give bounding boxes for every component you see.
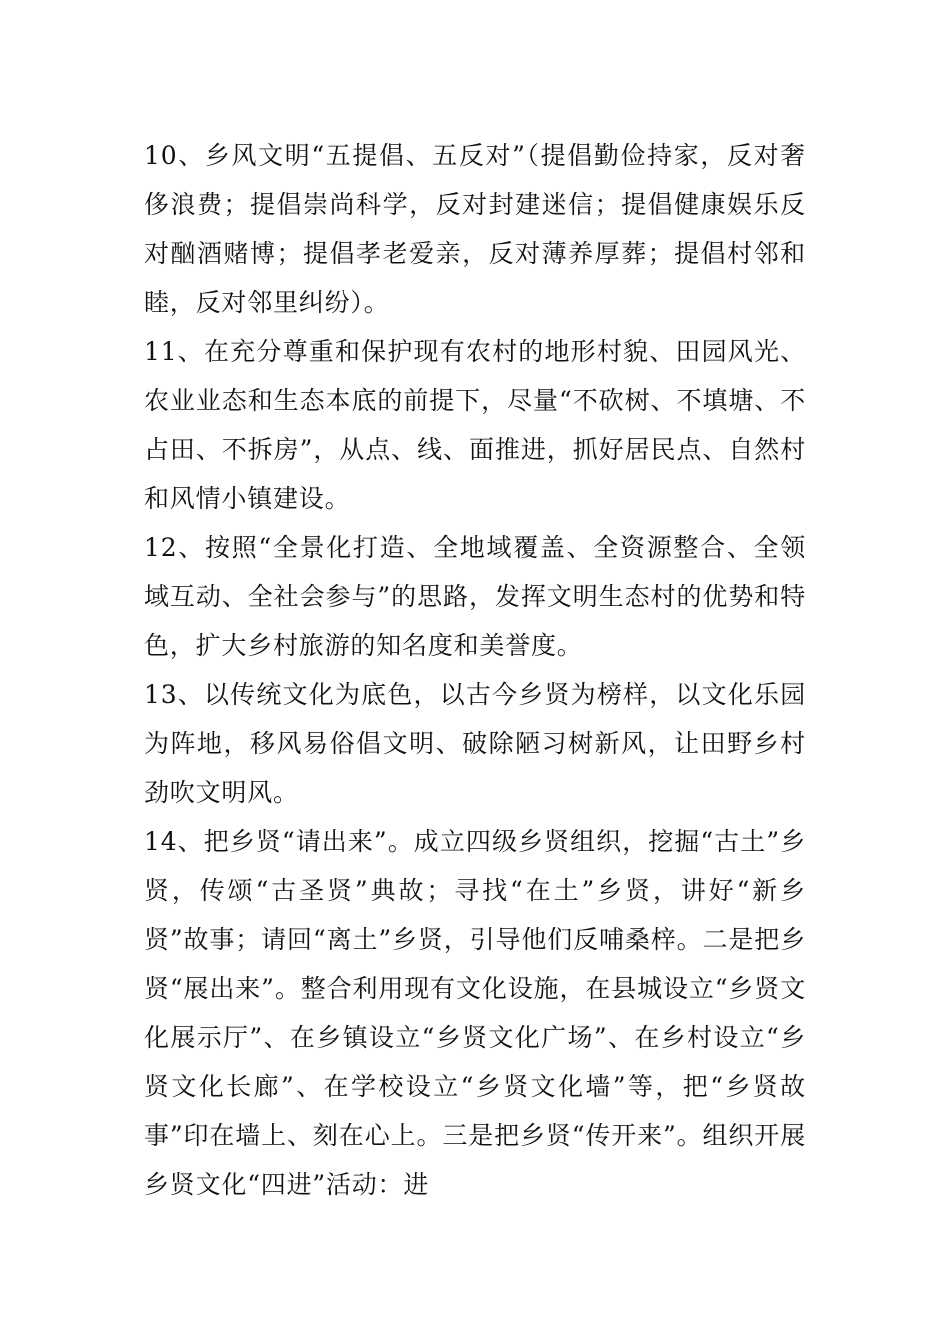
paragraph-12: 12、按照“全景化打造、全地域覆盖、全资源整合、全领域互动、全社会参与”的思路，发挥文明生态村的优势和特色，扩大乡村旅游的知名度和美誉度。	[144, 533, 806, 660]
paragraph-10: 10、乡风文明“五提倡、五反对”（提倡勤俭持家，反对奢侈浪费；提倡崇尚科学，反对封建迷信；提倡健康娱乐反对酗酒赌博；提倡孝老爱亲，反对薄养厚葬；提倡村邻和睦，反对邻里纠纷）。	[144, 141, 806, 317]
document-body	[144, 131, 806, 1209]
paragraph-13: 13、以传统文化为底色，以古今乡贤为榜样，以文化乐园为阵地，移风易俗倡文明、破除陋习树新风，让田野乡村劲吹文明风。	[144, 680, 806, 807]
paragraph-14: 14、把乡贤“请出来”。成立四级乡贤组织，挖掘“古土”乡贤，传颂“古圣贤”典故；寻找“在土”乡贤，讲好“新乡贤”故事；请回“离土”乡贤，引导他们反哺桑梓。二是把乡贤“展出来”。整合利用现有文化设施，在县城设立“乡贤文化展示厅”、在乡镇设立“乡贤文化广场”、在乡村设立“乡贤文化长廊”、在学校设立“乡贤文化墙”等，把“乡贤故事”印在墙上、刻在心上。三是把乡贤“传开来”。组织开展乡贤文化“四进”活动：进	[144, 827, 806, 1199]
paragraph-11: 11、在充分尊重和保护现有农村的地形村貌、田园风光、农业业态和生态本底的前提下，尽量“不砍树、不填塘、不占田、不拆房”，从点、线、面推进，抓好居民点、自然村和风情小镇建设。	[144, 337, 806, 513]
